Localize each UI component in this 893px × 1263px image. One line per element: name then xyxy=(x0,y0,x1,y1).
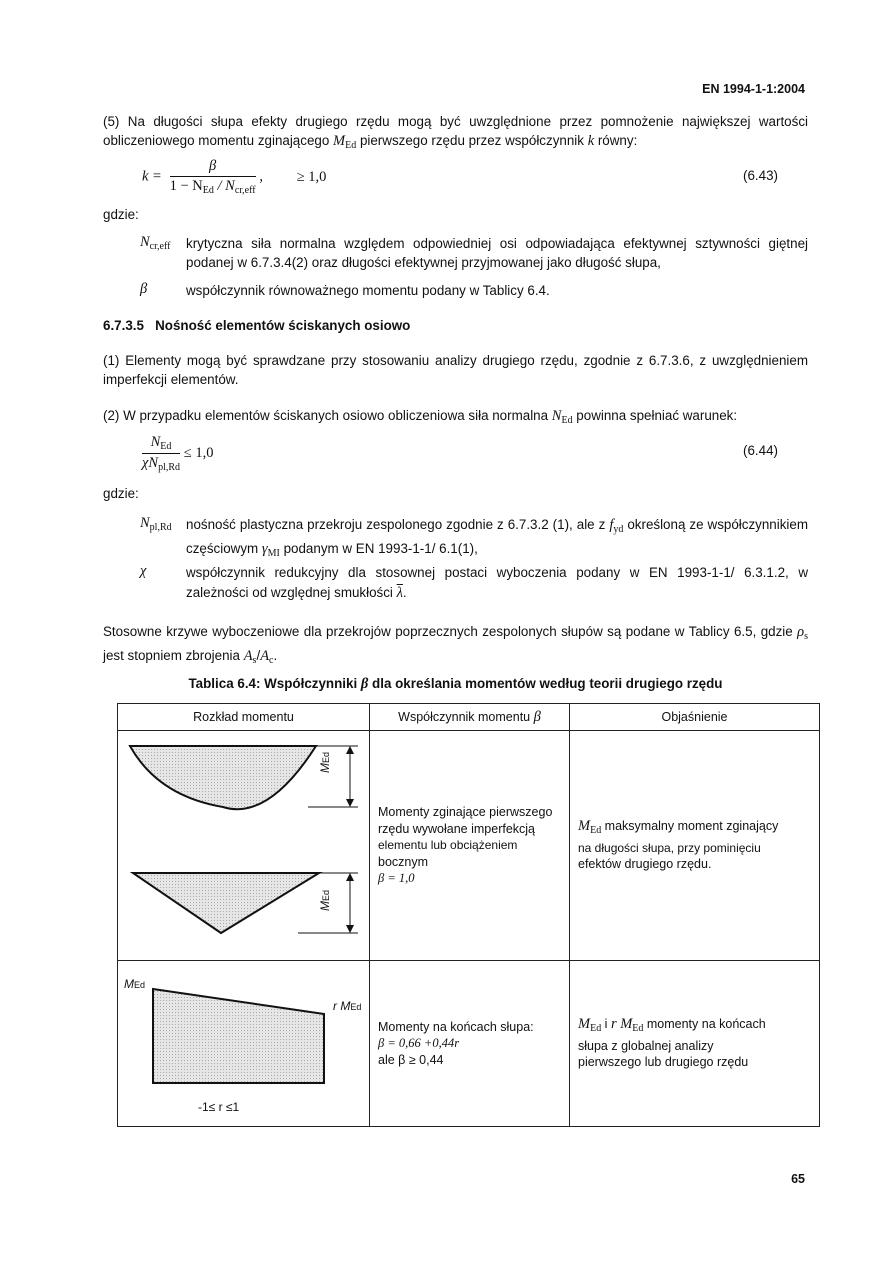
trapezoid-moment-shape xyxy=(153,989,324,1083)
equation-6-43: k = $\frac{\beta}{1 - N_{Ed} / N_{cr,eff}}$ , ≥ 1,0 xyxy=(142,158,327,196)
table-row xyxy=(118,731,820,961)
coef-line: Momenty zginające pierwszego xyxy=(378,805,553,820)
label-m-ed-left: MEd xyxy=(124,977,146,991)
moment-diagram-end-moments xyxy=(118,961,369,1126)
header-moment-coefficient: Współczynnik momentu β xyxy=(370,704,570,731)
document-header: EN 1994-1-1:2004 xyxy=(702,82,805,96)
coef-line: bocznym xyxy=(378,854,429,869)
equation-6-44: $\frac{N_{Ed}}{\chi N_{pl,Rd}}$ ≤ 1,0 xyxy=(142,434,214,473)
coefficient-table xyxy=(117,703,820,1127)
paragraph-3: Stosowne krzywe wyboczeniowe dla przekrojów poprzecznych zespolonych słupów są podane w Tablicy 6.5, gdzie $\rho_s$ jest stopniem zbrojenia $A_s/A_c$. xyxy=(103,624,808,666)
coef-line: elementu lub obciążeniem xyxy=(378,838,518,853)
def-beta-symbol: β xyxy=(140,281,148,297)
def-beta-text: współczynnik równoważnego momentu podany w Tablicy 6.4. xyxy=(186,283,550,298)
explanation-cell-2: $M_{Ed}$ i r $M_{Ed}$ momenty na końcach słupa z globalnej analizy pierwszego lub drugiego rzędu xyxy=(570,961,820,1127)
coef-line: rzędu wywołane imperfekcją xyxy=(378,821,536,836)
coefficient-cell-2: Momenty na końcach słupa: β = 0,66 +0,44r ale β ≥ 0,44 xyxy=(370,961,570,1127)
def-ncr-text: krytyczna siła normalna względem odpowiedniej osi odpowiadająca efektywnej sztywności giętnej podanej w 6.7.3.4(2) oraz długości efektywnej przyjmowanej jako długość słupa, xyxy=(186,236,808,270)
explanation-cell-1: $M_{Ed}$ maksymalny moment zginający na długości słupa, przy pominięciu efektów drugiego rzędu. xyxy=(570,731,820,961)
page-number: 65 xyxy=(791,1172,805,1186)
r-range-label: -1≤ r ≤1 xyxy=(198,1100,240,1114)
label-m-ed-1: MEd xyxy=(318,751,332,773)
triangular-moment-shape xyxy=(133,873,319,933)
coefficient-cell-1 xyxy=(370,731,570,961)
equation-number-6-43: (6.43) xyxy=(743,168,778,183)
paragraph-2: (2) W przypadku elementów ściskanych osiowo obliczeniowa siła normalna $N_{Ed}$ powinna spełniać warunek: xyxy=(103,408,738,426)
label-m-ed-2: MEd xyxy=(318,889,332,911)
table-row xyxy=(118,961,820,1127)
table-header-row xyxy=(118,704,820,731)
paragraph-1: (1) Elementy mogą być sprawdzane przy stosowaniu analizy drugiego rzędu, zgodnie z 6.7.3.6, z uwzględnieniem imperfekcji elementów. xyxy=(103,353,808,387)
diagram-cell-2 xyxy=(118,961,370,1127)
table-caption: Tablica 6.4: Współczynniki β dla określania momentów według teorii drugiego rzędu xyxy=(188,676,723,692)
where-label-2: gdzie: xyxy=(103,486,139,501)
header-explanation: Objaśnienie xyxy=(570,704,820,731)
label-r-m-ed: r MEd xyxy=(333,999,362,1013)
def-chi-symbol: χ xyxy=(140,563,147,579)
coef-beta: β = 1,0 xyxy=(378,871,415,886)
def-npl-text: nośność plastyczna przekroju zespolonego zgodnie z 6.7.3.2 (1), ale z $f_{yd}$ określoną ze współczynnikiem częściowym $\gamma_{MI}$ podanym w EN 1993-1-1/ 6.1(1), xyxy=(186,517,808,559)
def-npl-symbol: $N_{pl,Rd}$ xyxy=(140,515,172,533)
def-ncr-symbol: $N_{cr,eff}$ xyxy=(140,234,171,252)
section-heading: 6.7.3.5 Nośność elementów ściskanych osiowo xyxy=(103,318,411,333)
diagram-cell-1 xyxy=(118,731,370,961)
equation-number-6-44: (6.44) xyxy=(743,443,778,458)
def-chi-text: współczynnik redukcyjny dla stosownej postaci wyboczenia podany w EN 1993-1-1/ 6.3.1.2, w zależności od względnej smukłości $\overline{\lambda}$. xyxy=(186,565,808,601)
header-moment-distribution: Rozkład momentu xyxy=(118,704,370,731)
where-label-1: gdzie: xyxy=(103,207,139,222)
parabolic-moment-shape xyxy=(130,746,316,809)
paragraph-5: (5) Na długości słupa efekty drugiego rzędu mogą być uwzględnione przez pomnożenie największej wartości obliczeniowego momentu zginającego $M_{Ed}$ pierwszego rzędu przez współczynnik k równy: xyxy=(103,114,808,151)
